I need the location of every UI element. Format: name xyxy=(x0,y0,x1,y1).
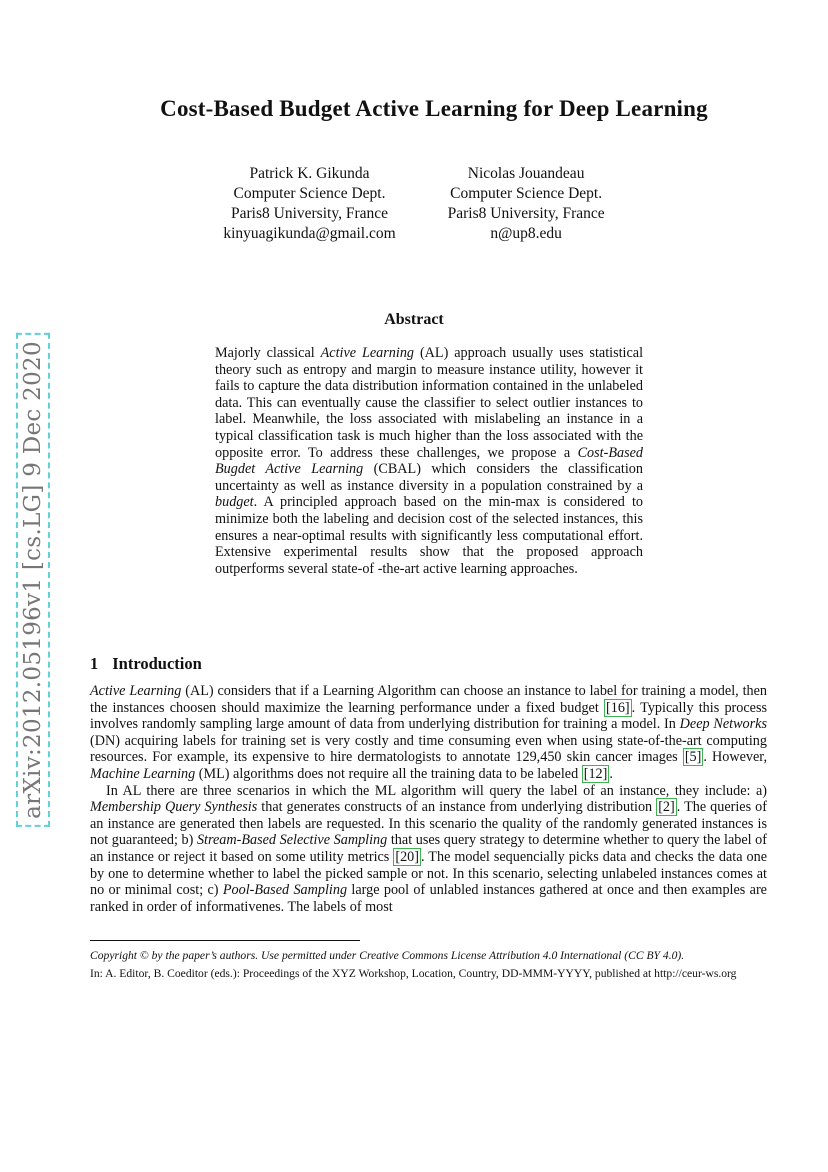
author-affiliation: Paris8 University, France xyxy=(447,205,605,222)
arxiv-identifier-stamp xyxy=(12,340,54,820)
abstract-text xyxy=(215,345,643,577)
arxiv-id: arXiv:2012.05196v1 [cs.LG] 9 Dec 2020 xyxy=(16,333,50,827)
citation-link[interactable]: [20] xyxy=(395,848,419,865)
text-run: (DN) acquiring labels for training set is very costly and time consuming even when using state-of-the-art computing resources. For example, its expensive to hire dermatologists to annotate 129,450 skin cancer images xyxy=(90,732,767,766)
paragraph xyxy=(90,783,767,916)
text-run: . A principled approach based on the min-max is considered to minimize both the labeling and decision cost of the selected instances, this ensures a near-optimal results with significantly less computational effort. Extensive experimental results show that the proposed approach outperforms several state-of -the-art active learning approaches. xyxy=(215,494,643,577)
text-run: large pool of unlabled instances gathered at once and then examples are ranked in order of informativenes. The labels of most xyxy=(90,882,767,915)
citation-link[interactable]: [2] xyxy=(658,799,675,816)
author-1 xyxy=(223,164,395,244)
emphasis: Deep Networks xyxy=(679,716,767,733)
text-run: (AL) approach usually uses statistical theory such as entropy and margin to measure instance utility, however it fails to capture the data distribution information contained in the unlabeled data. This can eventually cause the classifier to select outlier instances to label. Meanwhile, the loss associated with mislabeling an instance in a typical classification task is much higher than the loss associated with the opposite error. To address these challenges, we propose a xyxy=(215,345,644,461)
text-run: . The queries of an instance are generated then labels are requested. In this scenario the quality of the randomly generated instances is not guaranteed; b) xyxy=(90,799,767,849)
text-run: (AL) considers that if a Learning Algorithm can choose an instance to label for training a model, then the instances choosen should maximize the learning performance under a fixed budget xyxy=(90,683,767,716)
author-affiliation: Paris8 University, France xyxy=(231,205,388,222)
emphasis: Pool-Based Sampling xyxy=(222,882,348,899)
author-block xyxy=(0,164,828,244)
author-name: Nicolas Jouandeau xyxy=(467,165,585,182)
emphasis: Stream-Based Selective Sampling xyxy=(196,832,388,849)
text-run: that uses query strategy to determine whether to query the label of an instance or reject it based on some utility metrics xyxy=(90,832,767,865)
proceedings-notice: In: A. Editor, B. Coeditor (eds.): Proceedings of the XYZ Workshop, Location, Country, DD-MMM-YYYY, published at http://ceur-ws.org xyxy=(90,967,737,980)
section-heading xyxy=(90,654,202,674)
author-email: n@up8.edu xyxy=(490,225,562,242)
copyright-notice: Copyright © by the paper’s authors. Use permitted under Creative Commons License Attribution 4.0 International (CC BY 4.0). xyxy=(90,949,685,962)
text-run: . However, xyxy=(703,749,767,766)
text-run: (ML) algorithms does not require all the training data to be labeled xyxy=(195,765,582,782)
emphasis: Active Learning xyxy=(90,683,182,699)
citation-link[interactable]: [16] xyxy=(606,699,630,716)
emphasis: Membership Query Synthesis xyxy=(90,799,258,816)
emphasis: budget xyxy=(215,494,254,511)
author-dept: Computer Science Dept. xyxy=(233,185,386,202)
text-run: . Typically this process involves randomly sampling large amount of data from underlying distribution for training a model. In xyxy=(90,699,768,733)
author-dept: Computer Science Dept. xyxy=(450,185,603,202)
author-name: Patrick K. Gikunda xyxy=(249,165,370,182)
paper-title: Cost-Based Budget Active Learning for Deep Learning xyxy=(160,96,708,121)
section-number: 1 xyxy=(90,654,99,673)
citation-link[interactable]: [5] xyxy=(684,749,702,766)
text-run: . xyxy=(609,765,613,782)
text-run: Majorly classical xyxy=(215,345,321,361)
text-run: that generates constructs of an instance from underlying distribution xyxy=(257,799,657,816)
section-title: Introduction xyxy=(112,654,202,673)
author-email: kinyuagikunda@gmail.com xyxy=(223,225,396,242)
text-run: In AL there are three scenarios in which the ML algorithm will query the label of an instance, they include: a) xyxy=(106,782,767,799)
abstract-heading: Abstract xyxy=(384,311,444,328)
footnote xyxy=(90,948,767,984)
footnote-rule xyxy=(90,940,360,941)
emphasis: Active Learning xyxy=(320,345,415,361)
text-run: (CBAL) which considers the classification uncertainty as well as instance diversity in a population constrained by a xyxy=(215,461,643,494)
citation-link[interactable]: [12] xyxy=(583,765,608,782)
text-run: . The model sequencially picks data and checks the data one by one to determine whether to label the picked sample or not. In this scenario, selecting unlabeled instances comes at no or minimal cost; c) xyxy=(90,848,768,899)
author-2 xyxy=(448,164,605,244)
paragraph xyxy=(90,683,767,783)
emphasis: Cost-Based Bugdet Active Learning xyxy=(215,444,643,478)
emphasis: Machine Learning xyxy=(90,765,196,782)
introduction-body xyxy=(90,683,767,915)
